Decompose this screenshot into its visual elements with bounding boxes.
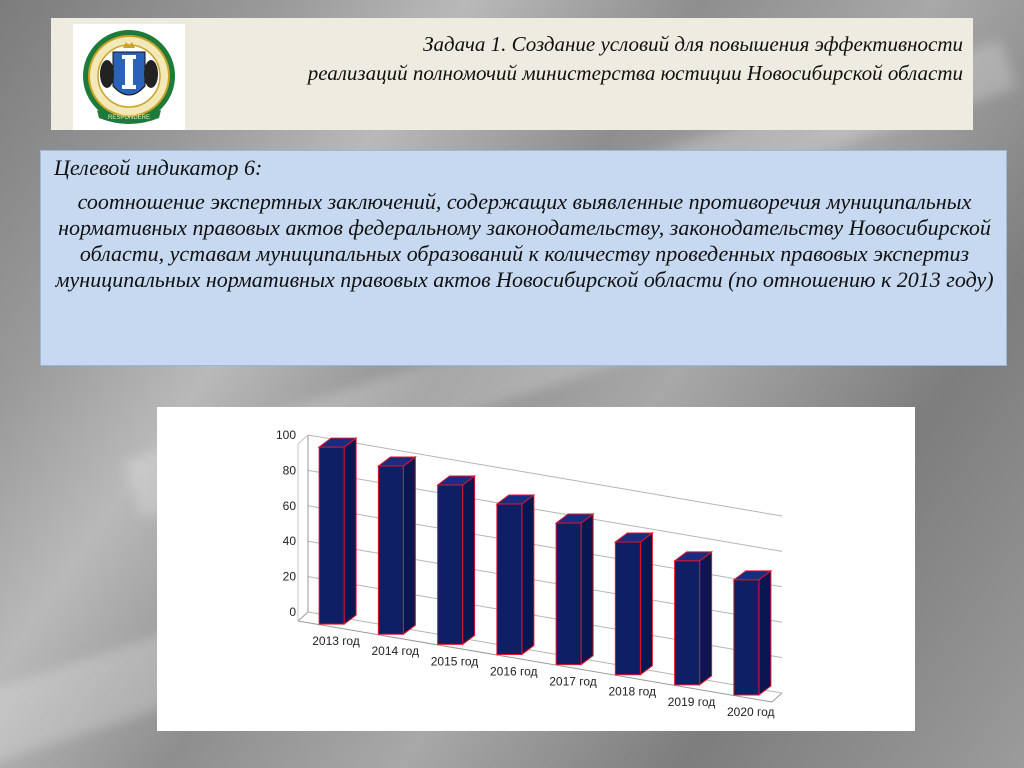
x-tick-label: 2019 год bbox=[667, 694, 716, 709]
y-tick-label: 80 bbox=[282, 463, 296, 478]
indicator-panel bbox=[40, 150, 1007, 366]
bar bbox=[675, 561, 700, 685]
bar-side bbox=[581, 514, 593, 665]
emblem-motto: RESPONDERE bbox=[107, 115, 151, 121]
x-tick-label: 2016 год bbox=[489, 664, 538, 679]
bar bbox=[556, 523, 581, 665]
bar-side bbox=[522, 495, 534, 654]
x-tick-label: 2015 год bbox=[430, 654, 479, 669]
bar bbox=[615, 542, 640, 675]
y-tick-label: 0 bbox=[289, 605, 296, 619]
chart-container bbox=[157, 407, 915, 731]
x-tick-label: 2013 год bbox=[312, 634, 360, 648]
bar-side bbox=[759, 571, 771, 695]
bar-side bbox=[640, 533, 652, 675]
bar bbox=[734, 580, 759, 695]
bar bbox=[319, 447, 344, 624]
x-tick-label: 2018 год bbox=[608, 684, 657, 699]
bar-side bbox=[700, 552, 712, 685]
side-wall-edge bbox=[298, 435, 308, 444]
x-tick-label: 2014 год bbox=[371, 644, 420, 659]
y-tick-label: 20 bbox=[282, 569, 296, 584]
bar-chart bbox=[157, 407, 915, 731]
bar-side bbox=[344, 438, 356, 624]
y-tick-label: 60 bbox=[282, 498, 296, 513]
y-tick-label: 40 bbox=[282, 534, 296, 549]
x-tick-label: 2020 год bbox=[726, 704, 775, 719]
emblem-logo bbox=[73, 24, 185, 130]
bar-side bbox=[463, 476, 475, 644]
bar bbox=[378, 466, 403, 634]
bar-side bbox=[403, 457, 415, 634]
bar bbox=[438, 485, 463, 644]
bar bbox=[497, 504, 522, 654]
y-tick-label: 100 bbox=[275, 428, 296, 442]
floor-edge bbox=[298, 612, 308, 621]
x-tick-label: 2017 год bbox=[549, 674, 597, 689]
indicator-description: соотношение экспертных заключений, содержащих выявленные противоречия муниципальных нормативных правовых актов федеральному законодательству, законодательству Новосибирской области, уставам муниципальных образований к количеству проведенных правовых экспертиз муниципальных нормативных правовых актов Новосибирской области (по отношению к 2013 году) bbox=[55, 189, 994, 292]
title-line-2: реализаций полномочий министерства юстиции Новосибирской области bbox=[307, 61, 963, 85]
page-title bbox=[223, 30, 963, 88]
floor-edge bbox=[772, 693, 782, 702]
slide-header bbox=[51, 18, 973, 130]
indicator-label: Целевой индикатор 6: bbox=[54, 155, 263, 180]
title-line-1: Задача 1. Создание условий для повышения эффективности bbox=[423, 32, 963, 56]
